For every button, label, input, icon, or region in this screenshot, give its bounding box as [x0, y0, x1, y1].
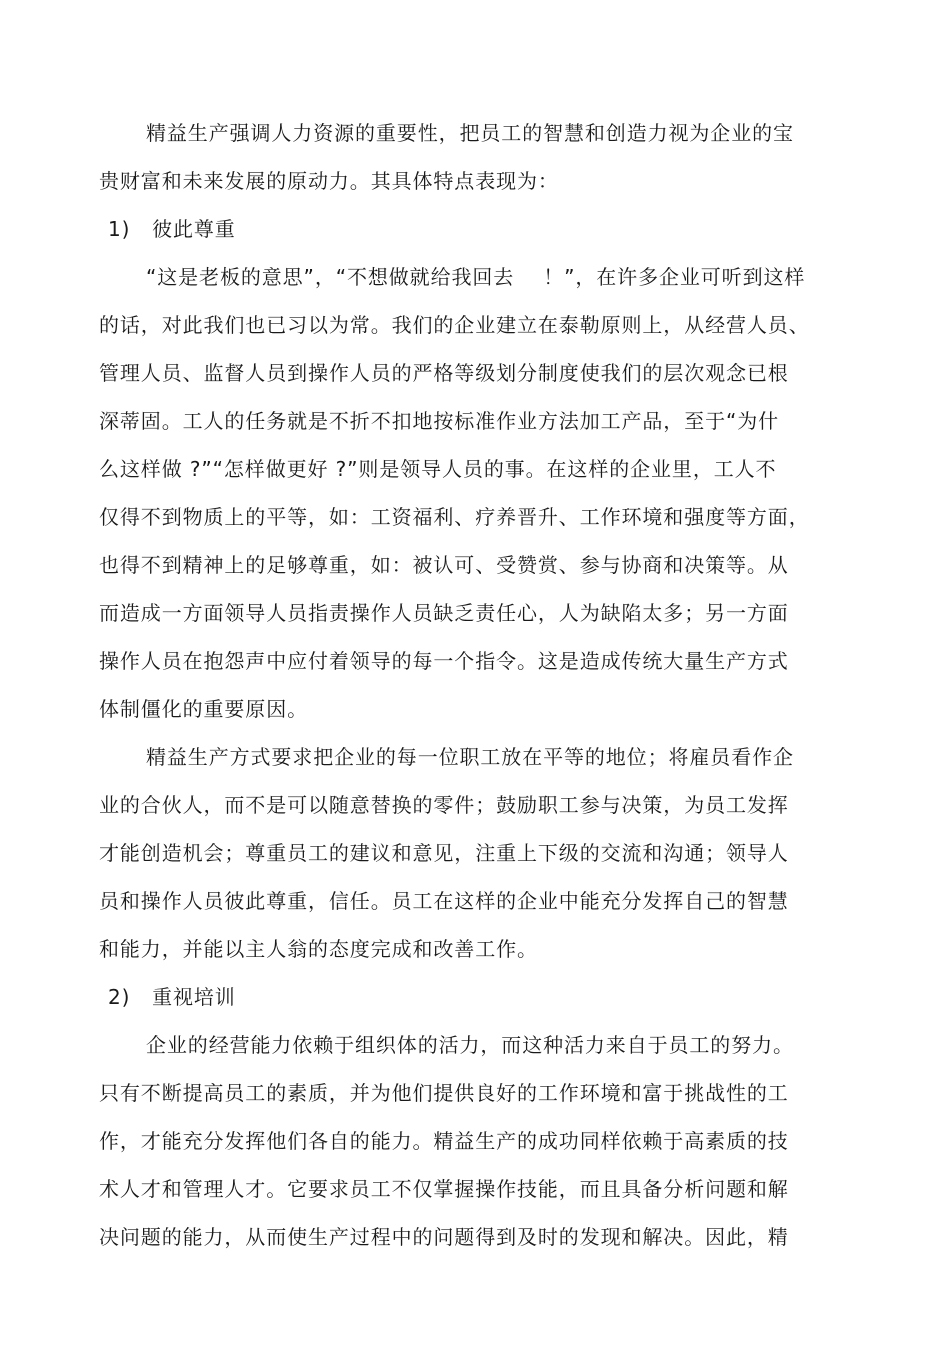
paragraph-2-line-7: 也得不到精神上的足够尊重，如：被认可、受赞赏、参与协商和决策等。从: [99, 553, 789, 577]
paragraph-2-line-6: 仅得不到物质上的平等，如：工资福利、疗养晋升、工作环境和强度等方面，: [99, 505, 810, 529]
paragraph-2-line-8: 而造成一方面领导人员指责操作人员缺乏责任心，人为缺陷太多；另一方面: [99, 601, 789, 625]
paragraph-2-line-2: 的话，对此我们也已习以为常。我们的企业建立在泰勒原则上，从经营人员、: [99, 313, 810, 337]
paragraph-4-line-3: 作，才能充分发挥他们各自的能力。精益生产的成功同样依赖于高素质的技: [99, 1129, 789, 1153]
paragraph-2-line-4: 深蒂固。工人的任务就是不折不扣地按标准作业方法加工产品，至于“为什: [99, 409, 780, 433]
paragraph-4-line-5: 决问题的能力，从而使生产过程中的问题得到及时的发现和解决。因此，精: [99, 1225, 789, 1249]
paragraph-1-line-1: 精益生产强调人力资源的重要性，把员工的智慧和创造力视为企业的宝: [146, 121, 794, 145]
paragraph-1-line-2: 贵财富和未来发展的原动力。其具体特点表现为：: [99, 169, 559, 193]
paragraph-3-line-2: 业的合伙人，而不是可以随意替换的零件；鼓励职工参与决策，为员工发挥: [99, 793, 789, 817]
paragraph-2-line-5: 么这样做 ?”“怎样做更好 ?”则是领导人员的事。在这样的企业里，工人不: [99, 457, 777, 481]
paragraph-2-line-3: 管理人员、监督人员到操作人员的严格等级划分制度使我们的层次观念已根: [99, 361, 789, 385]
section-heading-1: 1) 彼此尊重: [108, 217, 236, 241]
section-heading-2: 2) 重视培训: [108, 985, 236, 1009]
paragraph-2-line-9: 操作人员在抱怨声中应付着领导的每一个指令。这是造成传统大量生产方式: [99, 649, 789, 673]
paragraph-4-line-1: 企业的经营能力依赖于组织体的活力，而这种活力来自于员工的努力。: [146, 1033, 794, 1057]
paragraph-3-line-4: 员和操作人员彼此尊重，信任。员工在这样的企业中能充分发挥自己的智慧: [99, 889, 789, 913]
paragraph-3-line-3: 才能创造机会；尊重员工的建议和意见，注重上下级的交流和沟通；领导人: [99, 841, 789, 865]
paragraph-2-line-10: 体制僵化的重要原因。: [99, 697, 308, 721]
paragraph-3-line-5: 和能力，并能以主人翁的态度完成和改善工作。: [99, 937, 538, 961]
paragraph-4-line-2: 只有不断提高员工的素质，并为他们提供良好的工作环境和富于挑战性的工: [99, 1081, 789, 1105]
paragraph-4-line-4: 术人才和管理人才。它要求员工不仅掌握操作技能，而且具备分析问题和解: [99, 1177, 789, 1201]
paragraph-2-line-1: “这是老板的意思”，“不想做就给我回去 ！”，在许多企业可听到这样: [146, 265, 806, 289]
paragraph-3-line-1: 精益生产方式要求把企业的每一位职工放在平等的地位；将雇员看作企: [146, 745, 794, 769]
